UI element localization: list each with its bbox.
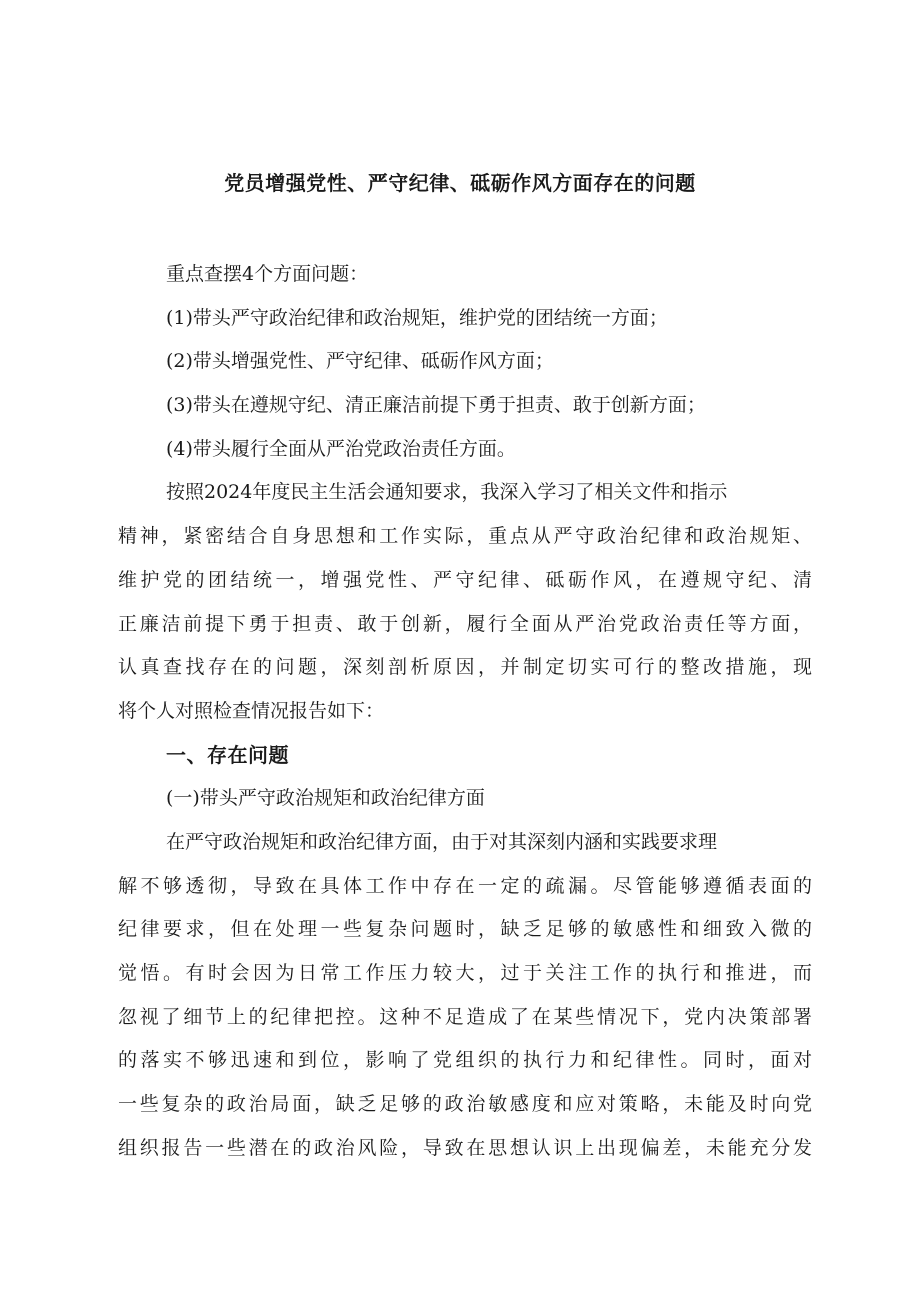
paragraph-line: 一些复杂的政治局面，缺乏足够的政治敏感度和应对策略，未能及时向党 xyxy=(118,1093,812,1116)
section-heading: 一、存在问题 xyxy=(166,742,289,767)
paragraph-line: 认真查找存在的问题，深刻剖析原因，并制定切实可行的整改措施，现 xyxy=(118,656,812,679)
paragraph-line: 觉悟。有时会因为日常工作压力较大，过于关注工作的执行和推进，而 xyxy=(118,962,812,984)
document-body xyxy=(118,253,860,1170)
paragraph-line: 组织报告一些潜在的政治风险，导致在思想认识上出现偏差，未能充分发 xyxy=(118,1136,812,1159)
paragraph-line: 解不够透彻，导致在具体工作中存在一定的疏漏。尽管能够遵循表面的 xyxy=(118,874,812,897)
paragraph-line: 的落实不够迅速和到位，影响了党组织的执行力和纪律性。同时，面对 xyxy=(118,1049,812,1072)
paragraph-line: 按照2024年度民主生活会通知要求，我深入学习了相关文件和指示 xyxy=(166,481,728,504)
paragraph-line: 忽视了细节上的纪律把控。这种不足造成了在某些情况下，党内决策部署 xyxy=(118,1005,812,1028)
list-item: (3)带头在遵规守纪、清正廉洁前提下勇于担责、敢于创新方面； xyxy=(166,394,706,417)
paragraph-line: 维护党的团结统一，增强党性、严守纪律、砥砺作风，在遵规守纪、清 xyxy=(118,568,812,591)
list-item: (4)带头履行全面从严治党政治责任方面。 xyxy=(166,437,516,460)
intro-line: 重点查摆4个方面问题： xyxy=(166,263,369,285)
paragraph-line: 纪律要求，但在处理一些复杂问题时，缺乏足够的敏感性和细致入微的 xyxy=(118,918,812,941)
document-title: 党员增强党性、严守纪律、砥砺作风方面存在的问题 xyxy=(224,171,696,195)
paragraph-line: 正廉洁前提下勇于担责、敢于创新，履行全面从严治党政治责任等方面， xyxy=(118,612,812,635)
paragraph-line: 将个人对照检查情况报告如下： xyxy=(118,699,385,722)
list-item: (2)带头增强党性、严守纪律、砥砺作风方面； xyxy=(166,350,554,373)
paragraph-line: 在严守政治规矩和政治纪律方面，由于对其深刻内涵和实践要求理 xyxy=(166,830,718,853)
subsection-heading: (一)带头严守政治规矩和政治纪律方面 xyxy=(166,787,485,810)
list-item: (1)带头严守政治纪律和政治规矩，维护党的团结统一方面； xyxy=(166,306,668,329)
paragraph-line: 精神，紧密结合自身思想和工作实际，重点从严守政治纪律和政治规矩、 xyxy=(118,525,812,548)
